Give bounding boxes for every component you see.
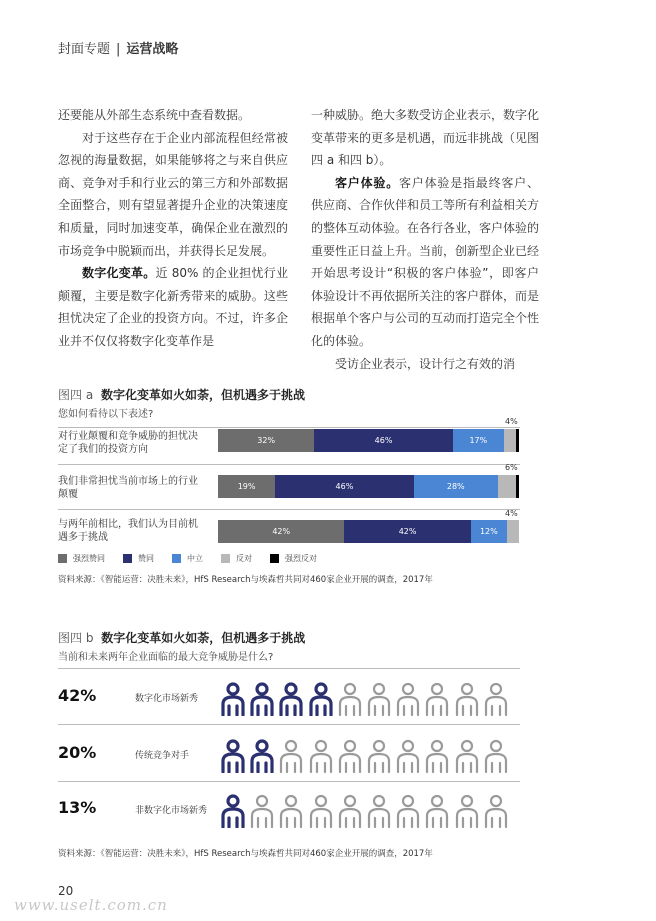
person-icon-empty	[424, 739, 450, 773]
bar-segment: 42%	[218, 520, 344, 543]
person-icon-empty	[483, 739, 509, 773]
bar-segment	[507, 520, 519, 543]
bar-segment	[516, 475, 519, 498]
page-number: 20	[58, 884, 74, 898]
figure-b-rule	[58, 668, 520, 669]
legend-label: 反对	[236, 554, 252, 563]
bar-category-label: 与两年前相比，我们认为目前机 遇多于挑战	[58, 519, 198, 543]
bar-segment	[516, 429, 519, 452]
person-icon-filled	[308, 682, 334, 716]
bar-annotation: 4%	[505, 417, 518, 426]
bar-segment: 12%	[471, 520, 507, 543]
header-separator: |	[116, 42, 121, 57]
person-icon-filled	[249, 739, 275, 773]
legend-label: 强烈反对	[285, 554, 317, 563]
threat-percentage: 42%	[58, 686, 97, 705]
person-icon-empty	[337, 682, 363, 716]
person-icon-empty	[337, 739, 363, 773]
bar-segment: 46%	[314, 429, 452, 452]
person-icon-empty	[454, 739, 480, 773]
people-pictogram	[220, 794, 512, 828]
legend-swatch	[123, 554, 132, 563]
person-icon-empty	[366, 739, 392, 773]
person-icon-empty	[395, 794, 421, 828]
person-icon-empty	[454, 794, 480, 828]
person-icon-filled	[220, 794, 246, 828]
legend-item	[172, 553, 203, 564]
people-pictogram	[220, 682, 512, 716]
person-icon-filled	[249, 682, 275, 716]
header-section: 封面专题	[58, 42, 111, 57]
threat-percentage: 13%	[58, 798, 97, 817]
page-header	[58, 38, 178, 57]
stacked-bar	[218, 429, 519, 452]
bar-segment	[504, 429, 516, 452]
person-icon-empty	[395, 682, 421, 716]
stacked-bar	[218, 475, 519, 498]
figure-b-heading: 数字化变革如火如荼，但机遇多于挑战	[101, 631, 306, 645]
person-icon-empty	[366, 682, 392, 716]
legend-item	[270, 553, 317, 564]
figure-a-subtitle: 您如何看待以下表述?	[58, 409, 154, 420]
right-paragraph-3: 受访企业表示，设计行之有效的消	[335, 356, 516, 371]
bar-segment	[498, 475, 516, 498]
person-icon-filled	[220, 739, 246, 773]
legend-swatch	[58, 554, 67, 563]
chart-rule	[58, 509, 520, 510]
figure-a-label: 图四 a	[58, 388, 94, 402]
bar-category-label: 我们非常担忧当前市场上的行业 颠覆	[58, 476, 198, 500]
person-icon-filled	[220, 682, 246, 716]
legend-item	[58, 553, 105, 564]
figure-a-heading: 数字化变革如火如荼，但机遇多于挑战	[101, 388, 306, 402]
figure-b-source: 资料来源：《智能运营：决胜未来》，HfS Research与埃森哲共同对460家企业开展的调查，2017年	[58, 849, 433, 859]
chart-rule	[58, 427, 520, 428]
right-column	[311, 104, 539, 375]
figure-b-subtitle: 当前和未来两年企业面临的最大竞争威胁是什么?	[58, 652, 274, 663]
legend-swatch	[270, 554, 279, 563]
person-icon-empty	[278, 794, 304, 828]
person-icon-empty	[366, 794, 392, 828]
figure-b-label: 图四 b	[58, 631, 94, 645]
figure-b-title	[58, 629, 305, 646]
figure-a-title	[58, 386, 305, 403]
person-icon-filled	[278, 682, 304, 716]
person-icon-empty	[424, 682, 450, 716]
chart-rule	[58, 464, 520, 465]
chart-legend	[58, 553, 335, 564]
bar-segment: 32%	[218, 429, 314, 452]
figure-b-rule	[58, 781, 520, 782]
bar-segment: 42%	[344, 520, 470, 543]
people-pictogram	[220, 739, 512, 773]
right-paragraph-1: 一种威胁。绝大多数受访企业表示，数字化变革带来的更多是机遇，而远非挑战（见图四 a 和四 b）。	[311, 108, 540, 168]
header-topic: 运营战略	[126, 42, 179, 57]
bar-category-label: 对行业颠覆和竞争威胁的担忧决 定了我们的投资方向	[58, 431, 198, 455]
threat-label: 非数字化市场新秀	[135, 806, 208, 816]
right-paragraph-2: 客户体验。客户体验是指最终客户、供应商、合作伙伴和员工等所有利益相关方的整体互动体验。在各行各业，客户体验的重要性正日益上升。当前，创新型企业已经开始思考设计“积极的客户体验”，即客户体验设计不再依据所关注的客户群体，而是根据单个客户与公司的互动而打造完全个性化的体验。	[311, 175, 540, 348]
bar-segment: 19%	[218, 475, 275, 498]
threat-label: 数字化市场新秀	[135, 694, 199, 704]
legend-label: 赞同	[138, 554, 154, 563]
section-heading-digital: 数字化变革。	[82, 266, 156, 281]
legend-swatch	[221, 554, 230, 563]
section-heading-cx: 客户体验。	[335, 175, 399, 190]
legend-swatch	[172, 554, 181, 563]
person-icon-empty	[483, 794, 509, 828]
legend-label: 中立	[187, 554, 203, 563]
threat-percentage: 20%	[58, 743, 97, 762]
person-icon-empty	[424, 794, 450, 828]
stacked-bar	[218, 520, 519, 543]
legend-item	[221, 553, 252, 564]
person-icon-empty	[483, 682, 509, 716]
threat-label: 传统竞争对手	[135, 751, 190, 761]
left-paragraph-3: 数字化变革。近 80% 的企业担忧行业颠覆，主要是数字化新秀带来的威胁。这些担忧决定了企业的投资方向。不过，许多企业并不仅仅将数字化变革作是	[58, 266, 288, 348]
bar-segment: 28%	[414, 475, 498, 498]
left-paragraph-2: 对于这些存在于企业内部流程但经常被忽视的海量数据，如果能够将之与来自供应商、竞争对手和行业云的第三方和外部数据全面整合，则有望显著提升企业的决策速度和质量，同时加速变革，确保企业在激烈的市场竞争中脱颖而出，并获得长足发展。	[58, 130, 288, 258]
figure-b-rule	[58, 724, 520, 725]
left-paragraph-1: 还要能从外部生态系统中查看数据。	[58, 108, 251, 122]
person-icon-empty	[395, 739, 421, 773]
bar-segment: 17%	[453, 429, 504, 452]
bar-annotation: 6%	[505, 463, 518, 472]
person-icon-empty	[249, 794, 275, 828]
person-icon-empty	[278, 739, 304, 773]
person-icon-empty	[308, 739, 334, 773]
figure-a-source: 资料来源：《智能运营：决胜未来》，HfS Research与埃森哲共同对460家企业开展的调查，2017年	[58, 575, 433, 585]
watermark: www.uselt.com.cn	[14, 896, 168, 914]
left-column	[58, 104, 288, 353]
legend-label: 强烈赞同	[73, 554, 105, 563]
person-icon-empty	[308, 794, 334, 828]
bar-segment: 46%	[275, 475, 413, 498]
legend-item	[123, 553, 154, 564]
bar-annotation: 4%	[505, 509, 518, 518]
person-icon-empty	[454, 682, 480, 716]
person-icon-empty	[337, 794, 363, 828]
